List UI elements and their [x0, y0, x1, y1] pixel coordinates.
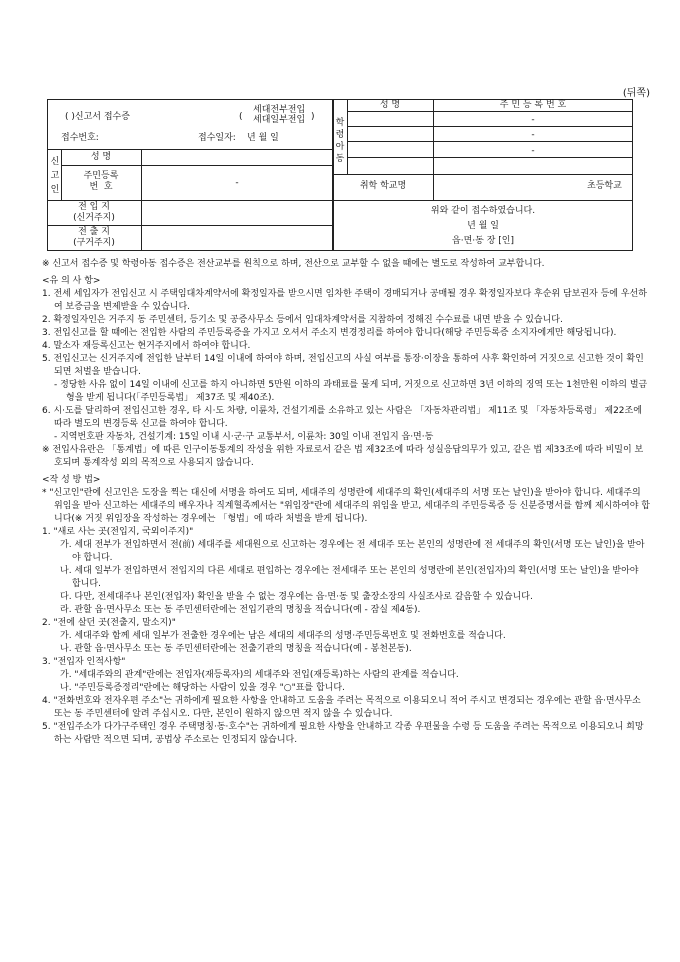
school-suffix: 초등학교: [587, 181, 622, 191]
method-item: 1. "새로 사는 곳(전입지, 국외이주지)": [42, 527, 194, 537]
receipt-paren-close: ): [311, 112, 315, 122]
receipt-paren-open: (: [239, 112, 243, 122]
method-subitem: 가. "세대주와의 관계"란에는 전입자(재등록자)의 세대주와 전입(재등록)하는 사람의 관계를 적습니다.: [60, 670, 459, 680]
student-side-label: 학령아동: [335, 118, 345, 164]
caution-item: 4. 말소자 재등록신고는 현거주지에서 하여야 합니다.: [42, 341, 251, 351]
method-item: 3. "전입자 인적사항": [42, 657, 126, 667]
method-intro: * "신고인"란에 신고인은 도장을 찍는 대신에 서명을 하여도 되며, 세대주의 성명란에 세대주의 확인(세대주의 서명 또는 날인)을 받아야 합니다. 세대주의 위임을 받아 신고하는 세대주의 배우자나 직계혈족께서는 "위임장"란에 세대주의 위임을 받고, 세대주의 주민등록증 등 신분증명서를 함께 제시하여야 합니다(※ 거짓 위임장을 작성하는 경우에는 「형법」에 따라 처벌을 받게 됩니다).: [42, 488, 650, 524]
new-address-label: 전 입 지 (신거주지): [73, 202, 115, 223]
old-address-label: 전 출 지 (구거주지): [73, 227, 115, 248]
divider: [61, 165, 333, 166]
reporter-rrn-sep: -: [235, 178, 239, 188]
divider: [433, 174, 434, 200]
method-subitem: 다. 다만, 전세대주나 본인(전입자) 확인을 받을 수 없는 경우에는 읍·면·동 및 출장소장의 사실조사로 갈음할 수 있습니다.: [60, 592, 533, 602]
receipt-no-label: 접수번호:: [61, 133, 99, 143]
reporter-side-label: 신고인: [50, 157, 60, 195]
student-rrn-row: -: [531, 146, 535, 156]
opt-partial-move: 세대일부전입: [253, 115, 306, 125]
receipt-title: ( )신고서 접수증: [65, 112, 130, 122]
divider: [47, 149, 333, 150]
notes-section: [42, 258, 650, 747]
receipt-date-label: 접수일자:: [198, 133, 236, 143]
back-side-label: (뒤쪽): [622, 88, 650, 99]
student-name-header: 성 명: [379, 100, 401, 110]
opt-full-move: 세대전부전입: [253, 105, 306, 115]
caution-title: <유 의 사 항>: [42, 276, 101, 286]
divider: [333, 200, 633, 201]
accept-text: 위와 같이 접수하였습니다.: [430, 206, 536, 216]
accept-office-seal: 읍·면·동 장 [인]: [452, 236, 514, 246]
divider: [347, 157, 633, 158]
receipt-date-value: 년 월 일: [247, 133, 279, 143]
caution-star: ※ 전입사유란은 「통계법」에 따른 인구이동통계의 작성을 위한 자료로서 같은 법 제32조에 따라 성실응답의무가 있고, 같은 법 제33조에 따라 비밀이 보호되며 통계작성 외의 목적으로 사용되지 않습니다.: [42, 445, 644, 468]
method-subitem: 나. 세대 일부가 전입하면서 전입지의 다른 세대로 편입하는 경우에는 전세대주 또는 본인의 성명란에 본인(전입자)의 확인(서명 또는 날인)을 받아야 합니다.: [60, 566, 639, 589]
divider: [47, 225, 333, 226]
method-subitem: 라. 관할 읍·면사무소 또는 동 주민센터란에는 전입기관의 명칭을 적습니다(예 - 잠실 제4동).: [60, 605, 421, 615]
method-subitem: 가. 세대주와 함께 세대 일부가 전출한 경우에는 남은 세대의 세대주의 성명·주민등록번호 및 전화번호를 적습니다.: [60, 631, 506, 641]
star-note: ※ 신고서 접수증 및 학령아동 접수증은 전산교부를 원칙으로 하며, 전산으로 교부할 수 없을 때에는 별도로 작성하여 교부합니다.: [42, 259, 545, 269]
student-rrn-header: 주 민 등 록 번 호: [499, 100, 567, 110]
divider: [333, 174, 633, 175]
school-label: 취학 학교명: [359, 181, 407, 191]
method-item: 5. "전입주소가 다가구주택인 경우 주택명칭·동·호수"는 귀하에게 필요한 사항을 안내하고 각종 우편물을 수령 등 도움을 주려는 목적으로 이용되오니 희망하는 사람만 적으면 되며, 공법상 주소로는 인정되지 않습니다.: [42, 722, 644, 745]
accept-date: 년 월 일: [467, 221, 499, 231]
student-rrn-row: -: [531, 130, 535, 140]
method-item: 2. "전에 살던 곳(전출지, 말소지)": [42, 618, 176, 628]
method-subitem: 가. 세대 전부가 전입하면서 전(前) 세대주를 세대원으로 신고하는 경우에는 전 세대주 또는 본인의 성명란에 전 세대주의 확인(서명 또는 날인)을 받아야 합니다.: [60, 540, 645, 563]
caution-item: 1. 전세 세입자가 전입신고 시 주택임대차계약서에 확정일자를 받으시면 임차한 주택이 경매되거나 공매될 경우 확정일자보다 후순위 담보권자 등에 우선하여 보증금을 변제받을 수 있습니다.: [42, 289, 647, 312]
method-subitem: 나. 관할 읍·면사무소 또는 동 주민센터란에는 전출기관의 명칭을 적습니다(예 - 봉천본동).: [60, 644, 412, 654]
divider: [141, 149, 142, 251]
receipt-table: [47, 99, 633, 251]
divider: [47, 200, 333, 201]
reporter-name-label: 성 명: [90, 152, 112, 162]
method-item: 4. "전화번호와 전자우편 주소"는 귀하에게 필요한 사항을 안내하고 도움을 주려는 목적으로 이용되오니 적어 주시고 변경되는 경우에는 관할 읍·면사무소 또는 동 주민센터에 알려 주십시오. 다만, 본인이 원하지 않으면 적지 않을 수 있습니다.: [42, 696, 641, 719]
method-title: <작 성 방 법>: [42, 475, 101, 485]
student-rrn-row: -: [531, 115, 535, 125]
caution-item: 2. 확정일자인은 거주지 동 주민센터, 등기소 및 공증사무소 등에서 임대차계약서를 지참하여 정해진 수수료를 내면 받을 수 있습니다.: [42, 315, 563, 325]
caution-item-6: 6. 시·도를 달리하여 전입신고한 경우, 타 시·도 차량, 이륜차, 건설기계를 소유하고 있는 사람은 「자동차관리법」 제11조 및 「자동차등록령」 제22조에 따라 별도의 변경등록 신고를 하여야 합니다.: [42, 406, 642, 429]
method-subitem: 나. "주민등록증정리"란에는 해당하는 사람이 있을 경우 "○"표를 합니다.: [60, 683, 345, 693]
caution-item: 5. 전입신고는 신거주지에 전입한 날부터 14일 이내에 하여야 하며, 전입신고의 사실 여부를 통장·이장을 통하여 사후 확인하여 거짓으로 신고한 것이 확인되면 처벌을 받습니다.: [42, 354, 644, 377]
caution-item: 3. 전입신고를 할 때에는 전입한 사람의 주민등록증을 가지고 오셔서 주소지 변경정리를 하여야 합니다(해당 주민등록증 소지자에게만 해당됩니다).: [42, 328, 617, 338]
divider: [347, 141, 633, 142]
reporter-rrn-label: 주민등록 번 호: [83, 171, 119, 192]
divider: [347, 126, 633, 127]
divider: [347, 111, 633, 112]
caution-sub-6: - 지역번호판 자동차, 건설기계: 15일 이내 시·군·구 교통부서, 이륜차: 30일 이내 전입지 읍·면·동: [54, 432, 434, 442]
caution-sub: - 정당한 사유 없이 14일 이내에 신고를 하지 아니하면 5만원 이하의 과태료를 물게 되며, 거짓으로 신고하면 3년 이하의 징역 또는 1천만원 이하의 벌금형을 받게 됩니다(「주민등록법」 제37조 및 제40조).: [54, 380, 648, 403]
